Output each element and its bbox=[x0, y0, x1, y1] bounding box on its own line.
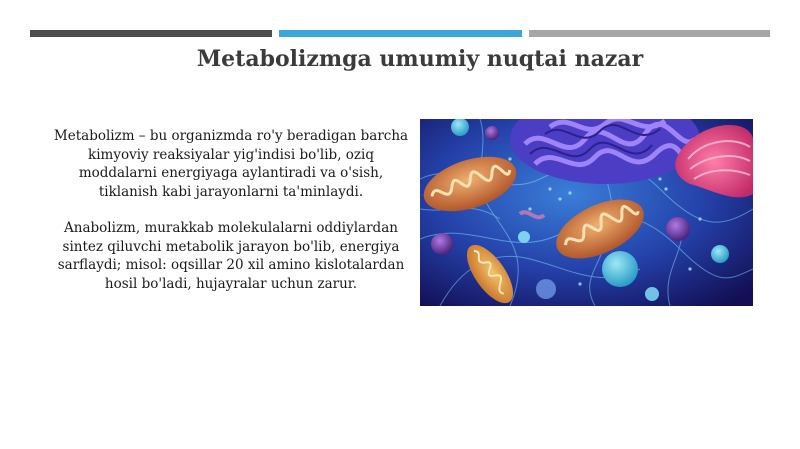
header-accent-bar-blue bbox=[279, 30, 522, 37]
slide-title: Metabolizmga umumiy nuqtai nazar bbox=[196, 46, 644, 72]
paragraph-metabolism: Metabolizm – bu organizmda ro'y beradigan barcha kimyoviy reaksiyalar yig'indisi bo'lib, oziq moddalarni energiyaga aylantiradi va o'sish, tiklanish kabi jarayonlarni ta'minlaydi. bbox=[53, 128, 409, 200]
header-accent-bar-gray bbox=[529, 30, 770, 37]
header-accent-bar-dark bbox=[30, 30, 272, 37]
cell-organelles-illustration bbox=[420, 119, 753, 306]
slide-body bbox=[50, 127, 412, 311]
paragraph-anabolism: Anabolizm, murakkab molekulalarni oddiylardan sintez qiluvchi metabolik jarayon bo'lib, energiya sarflaydi; misol: oqsillar 20 xil amino kislotalardan hosil bo'ladi, hujayralar uchun zarur. bbox=[57, 220, 405, 292]
